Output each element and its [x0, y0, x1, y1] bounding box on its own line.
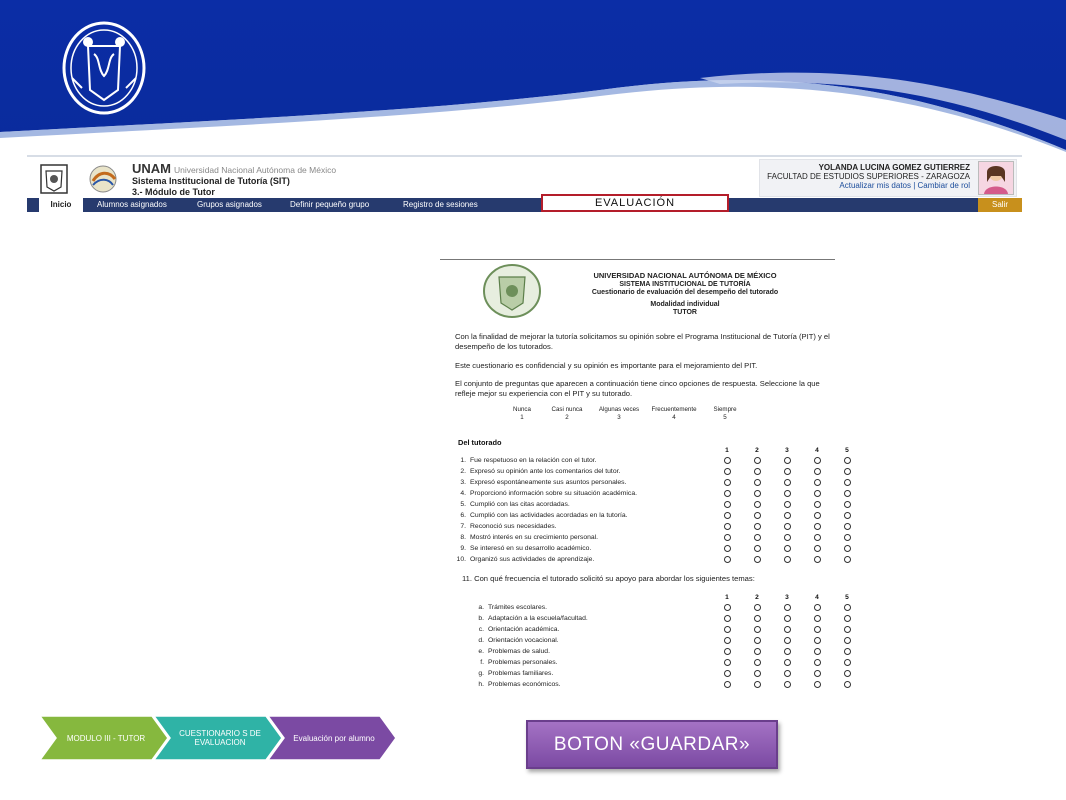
rating-radio[interactable] — [844, 604, 851, 611]
question-row-text: Expresó su opinión ante los comentarios del tutor. — [470, 468, 621, 475]
rating-radio[interactable] — [754, 490, 761, 497]
questionnaire-document — [440, 259, 849, 695]
topic-row — [462, 613, 832, 624]
rating-radio[interactable] — [754, 468, 761, 475]
scale-value: 2 — [565, 413, 569, 421]
rating-radio[interactable] — [754, 479, 761, 486]
rating-radio[interactable] — [754, 457, 761, 464]
main-nav — [27, 198, 1022, 212]
nav-exit[interactable]: Salir — [978, 198, 1022, 212]
column-header: 5 — [845, 447, 849, 454]
unam-seal-logo — [58, 18, 150, 118]
scale-option — [695, 406, 755, 421]
column-header: 3 — [785, 447, 789, 454]
system-title: Sistema Institucional de Tutoría (SIT) — [132, 176, 290, 186]
rating-radio[interactable] — [754, 545, 761, 552]
rating-radio[interactable] — [724, 681, 731, 688]
question-row — [462, 543, 832, 554]
scale-label: Casi nunca — [551, 406, 583, 413]
document-header — [540, 272, 830, 318]
avatar — [978, 161, 1014, 195]
rating-radio[interactable] — [754, 681, 761, 688]
question-row-number: 7. — [460, 523, 466, 530]
topic-row-number: d. — [478, 637, 484, 644]
question-row-text: Fue respetuoso en la relación con el tutor. — [470, 457, 597, 464]
rating-radio[interactable] — [754, 512, 761, 519]
sit-header — [27, 155, 1022, 200]
section-title: Del tutorado — [458, 438, 502, 447]
rating-radio[interactable] — [724, 637, 731, 644]
question-row-text: Mostró interés en su crecimiento personal. — [470, 534, 599, 541]
question-row-number: 9. — [460, 545, 466, 552]
rating-radio[interactable] — [844, 648, 851, 655]
topic-row — [462, 602, 832, 613]
column-header: 4 — [815, 447, 819, 454]
topic-row-text: Trámites escolares. — [488, 604, 548, 611]
rating-radio[interactable] — [784, 468, 791, 475]
rating-radio[interactable] — [784, 479, 791, 486]
question-row — [462, 466, 832, 477]
topic-row-text: Problemas personales. — [488, 659, 558, 666]
rating-radio[interactable] — [784, 670, 791, 677]
question-row — [462, 488, 832, 499]
doc-role: TUTOR — [673, 309, 697, 316]
rating-radio[interactable] — [844, 556, 851, 563]
rating-radio[interactable] — [784, 556, 791, 563]
column-header: 1 — [725, 447, 729, 454]
scale-value: 4 — [672, 413, 676, 421]
topic-row — [462, 657, 832, 668]
question-row-text: Se interesó en su desarrollo académico. — [470, 545, 592, 552]
topic-row-text: Adaptación a la escuela/facultad. — [488, 615, 588, 622]
rating-radio[interactable] — [724, 457, 731, 464]
question-row-number: 5. — [460, 501, 466, 508]
topic-row — [462, 668, 832, 679]
question-row — [462, 510, 832, 521]
rating-radio[interactable] — [814, 681, 821, 688]
rating-radio[interactable] — [784, 648, 791, 655]
question-row-number: 10. — [456, 556, 466, 563]
rating-radio[interactable] — [754, 626, 761, 633]
topic-row — [462, 635, 832, 646]
rating-radio[interactable] — [754, 659, 761, 666]
rating-radio[interactable] — [784, 604, 791, 611]
question-row-number: 4. — [460, 490, 466, 497]
topic-row-text: Problemas de salud. — [488, 648, 550, 655]
sit-logos — [37, 161, 125, 197]
rating-radio[interactable] — [784, 512, 791, 519]
scale-value: 5 — [723, 413, 727, 421]
rating-radio[interactable] — [724, 501, 731, 508]
module-title: 3.- Módulo de Tutor — [132, 187, 215, 197]
doc-system: SISTEMA INSTITUCIONAL DE TUTORÍA — [619, 280, 751, 288]
rating-radio[interactable] — [814, 556, 821, 563]
topic-row-number: e. — [478, 648, 484, 655]
intro-paragraph-2: Este cuestionario es confidencial y su opinión es importante para el mejoramiento del PIT. — [455, 361, 758, 370]
topic-row-number: f. — [480, 659, 484, 666]
question-row-number: 6. — [460, 512, 466, 519]
rating-radio[interactable] — [754, 501, 761, 508]
question-row-number: 2. — [460, 468, 466, 475]
rating-radio[interactable] — [784, 615, 791, 622]
rating-radio[interactable] — [784, 534, 791, 541]
rating-radio[interactable] — [784, 523, 791, 530]
question-row — [462, 455, 832, 466]
rating-radio[interactable] — [724, 556, 731, 563]
rating-radio[interactable] — [784, 457, 791, 464]
question-row-text: Reconoció sus necesidades. — [470, 523, 557, 530]
nav-assigned-groups[interactable]: Grupos asignados — [197, 200, 262, 209]
rating-radio[interactable] — [724, 523, 731, 530]
question-row — [462, 521, 832, 532]
rating-radio[interactable] — [724, 615, 731, 622]
question-row-number: 1. — [460, 457, 466, 464]
doc-university: UNIVERSIDAD NACIONAL AUTÓNOMA DE MÉXICO — [593, 271, 777, 280]
question-row — [462, 532, 832, 543]
topic-row-number: h. — [478, 681, 484, 688]
rating-radio[interactable] — [844, 659, 851, 666]
question-row-number: 3. — [460, 479, 466, 486]
evaluation-tab[interactable]: EVALUACIÓN — [541, 194, 729, 212]
scale-option — [537, 406, 597, 421]
question-row-text: Cumplió con las citas acordadas. — [470, 501, 570, 508]
rating-radio[interactable] — [724, 604, 731, 611]
question-row-text: Proporcionó información sobre su situación académica. — [470, 490, 637, 497]
rating-radio[interactable] — [844, 457, 851, 464]
user-info — [710, 163, 970, 190]
topic-row-number: g. — [478, 670, 484, 677]
question-row-text: Expresó espontáneamente sus asuntos personales. — [470, 479, 627, 486]
nav-home[interactable]: Inicio — [39, 198, 83, 212]
topic-row-text: Problemas económicos. — [488, 681, 561, 688]
top-banner — [0, 0, 1066, 175]
rating-radio[interactable] — [724, 468, 731, 475]
rating-radio[interactable] — [844, 479, 851, 486]
rating-radio[interactable] — [814, 468, 821, 475]
rating-radio[interactable] — [724, 545, 731, 552]
rating-radio[interactable] — [844, 670, 851, 677]
column-header: 2 — [755, 447, 759, 454]
rating-radio[interactable] — [814, 615, 821, 622]
rating-radio[interactable] — [754, 604, 761, 611]
rating-radio[interactable] — [844, 490, 851, 497]
scale-option — [589, 406, 649, 421]
brand-name: UNAM — [132, 161, 171, 176]
rating-radio[interactable] — [844, 615, 851, 622]
rating-radio[interactable] — [814, 512, 821, 519]
breadcrumb-questionnaires[interactable]: CUESTIONARIO S DE EVALUACION — [179, 729, 261, 747]
breadcrumb-student-evaluation[interactable]: Evaluación por alumno — [293, 733, 375, 743]
question-row-text: Organizó sus actividades de aprendizaje. — [470, 556, 595, 563]
nav-session-log[interactable]: Registro de sesiones — [403, 200, 478, 209]
rating-radio[interactable] — [784, 681, 791, 688]
update-data-link[interactable]: Actualizar mis datos — [839, 181, 911, 190]
rating-radio[interactable] — [844, 681, 851, 688]
rating-radio[interactable] — [754, 648, 761, 655]
scale-label: Frecuentemente — [651, 406, 697, 413]
topic-row — [462, 679, 832, 690]
rating-radio[interactable] — [754, 556, 761, 563]
rating-radio[interactable] — [844, 545, 851, 552]
rating-radio[interactable] — [844, 637, 851, 644]
intro-paragraph-1: Con la finalidad de mejorar la tutoría solicitamos su opinión sobre el Programa Institucional de Tutoría (PIT) y el desempeño de los tutorados. — [455, 332, 830, 351]
topic-row-number: a. — [478, 604, 484, 611]
question-row — [462, 499, 832, 510]
rating-radio[interactable] — [844, 626, 851, 633]
rating-radio[interactable] — [814, 670, 821, 677]
save-button[interactable]: BOTON «GUARDAR» — [526, 720, 778, 769]
rating-radio[interactable] — [724, 670, 731, 677]
question-row — [456, 554, 832, 565]
nav-define-small-group[interactable]: Definir pequeño grupo — [290, 200, 370, 209]
rating-radio[interactable] — [784, 626, 791, 633]
doc-modality: Modalidad individual — [650, 300, 720, 308]
rating-radio[interactable] — [754, 523, 761, 530]
rating-radio[interactable] — [814, 501, 821, 508]
change-role-link[interactable]: Cambiar de rol — [917, 181, 970, 190]
brand-subtitle: Universidad Nacional Autónoma de México — [174, 165, 337, 175]
scale-label: Algunas veces — [598, 406, 640, 413]
rating-radio[interactable] — [814, 659, 821, 666]
rating-radio[interactable] — [724, 534, 731, 541]
rating-radio[interactable] — [724, 626, 731, 633]
rating-radio[interactable] — [784, 545, 791, 552]
rating-radio[interactable] — [814, 637, 821, 644]
column-header: 5 — [845, 594, 849, 601]
topic-row — [462, 646, 832, 657]
rating-radio[interactable] — [814, 457, 821, 464]
rating-radio[interactable] — [814, 523, 821, 530]
question-row-text: Cumplió con las actividades acordadas en la tutoría. — [470, 512, 628, 519]
nav-assigned-students[interactable]: Alumnos asignados — [97, 200, 167, 209]
topic-row-text: Problemas familiares. — [488, 670, 554, 677]
rating-radio[interactable] — [784, 637, 791, 644]
link-separator: | — [911, 181, 918, 190]
sit-titles — [132, 161, 532, 198]
rating-radio[interactable] — [784, 659, 791, 666]
breadcrumb — [40, 716, 400, 760]
rating-radio[interactable] — [844, 512, 851, 519]
unam-seal-icon — [481, 263, 543, 319]
rating-radio[interactable] — [844, 534, 851, 541]
rating-radio[interactable] — [784, 501, 791, 508]
scale-value: 3 — [617, 413, 621, 421]
topic-row-text: Orientación vocacional. — [488, 637, 559, 644]
scale-label: Nunca — [513, 406, 531, 413]
column-header: 4 — [815, 594, 819, 601]
topic-row-number: b. — [478, 615, 484, 622]
user-name: YOLANDA LUCINA GOMEZ GUTIERREZ — [818, 163, 970, 172]
rating-radio[interactable] — [754, 637, 761, 644]
scale-label: Siempre — [713, 406, 737, 413]
column-header: 3 — [785, 594, 789, 601]
rating-radio[interactable] — [814, 490, 821, 497]
rating-radio[interactable] — [844, 501, 851, 508]
topic-row — [462, 624, 832, 635]
rating-radio[interactable] — [724, 490, 731, 497]
rating-radio[interactable] — [754, 670, 761, 677]
rating-radio[interactable] — [754, 534, 761, 541]
rating-radio[interactable] — [844, 523, 851, 530]
rating-radio[interactable] — [814, 648, 821, 655]
rating-radio[interactable] — [724, 479, 731, 486]
rating-radio[interactable] — [844, 468, 851, 475]
rating-radio[interactable] — [814, 534, 821, 541]
breadcrumb-module[interactable]: MODULO III - TUTOR — [66, 733, 146, 743]
column-header: 1 — [725, 594, 729, 601]
rating-radio[interactable] — [724, 659, 731, 666]
rating-radio[interactable] — [814, 604, 821, 611]
question-row — [462, 477, 832, 488]
scale-value: 1 — [520, 413, 524, 421]
user-faculty: FACULTAD DE ESTUDIOS SUPERIORES - ZARAGOZA — [767, 172, 970, 181]
rating-radio[interactable] — [754, 615, 761, 622]
question-11: 11. Con qué frecuencia el tutorado solicitó su apoyo para abordar los siguientes temas: — [462, 574, 755, 583]
rating-radio[interactable] — [724, 648, 731, 655]
rating-radio[interactable] — [814, 545, 821, 552]
topic-row-number: c. — [478, 626, 484, 633]
topic-row-text: Orientación académica. — [488, 626, 560, 633]
column-header: 2 — [755, 594, 759, 601]
question-row-number: 8. — [460, 534, 466, 541]
doc-questionnaire-title: Cuestionario de evaluación del desempeño del tutorado — [591, 289, 779, 296]
rating-radio[interactable] — [814, 479, 821, 486]
rating-radio[interactable] — [784, 490, 791, 497]
intro-paragraph-3: El conjunto de preguntas que aparecen a continuación tiene cinco opciones de respuesta. Seleccione la que refleje mejor su experiencia con el PIT y su tutorado. — [455, 379, 820, 398]
rating-radio[interactable] — [724, 512, 731, 519]
rating-radio[interactable] — [814, 626, 821, 633]
